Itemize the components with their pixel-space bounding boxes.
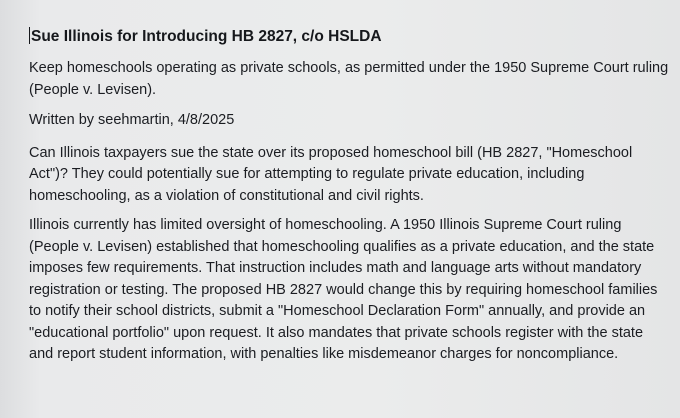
paragraph-oversight: Illinois currently has limited oversight of homeschooling. A 1950 Illinois Supreme Court ruling (People v. Levisen) established that homeschooling qualifies as a private education, and the state imposes few requirements. That instruction includes math and language arts without mandatory registration or testing. The proposed HB 2827 would change this by requiring homeschool families to notify their school districts, submit a "Homeschool Declaration Form" annually, and provide an "educational portfolio" upon request. It also mandates that private schools register with the state and report student information, with penalties like misdemeanor charges for noncompliance.: [29, 217, 658, 362]
document-title-text: Sue Illinois for Introducing HB 2827, c/o HSLDA: [31, 28, 382, 45]
document-body[interactable]: [29, 27, 669, 366]
document-byline: Written by seehmartin, 4/8/2025: [29, 112, 235, 128]
document-title: [29, 27, 669, 47]
document-subtitle: Keep homeschools operating as private schools, as permitted under the 1950 Supreme Court ruling (People v. Levisen).: [29, 60, 669, 98]
text-cursor: [29, 27, 30, 44]
paragraph-taxpayers: Can Illinois taxpayers sue the state over its proposed homeschool bill (HB 2827, "Homeschool Act")? They could potentially sue for attempting to regulate private education, including homeschooling, as a violation of constitutional and civil rights.: [29, 144, 633, 204]
